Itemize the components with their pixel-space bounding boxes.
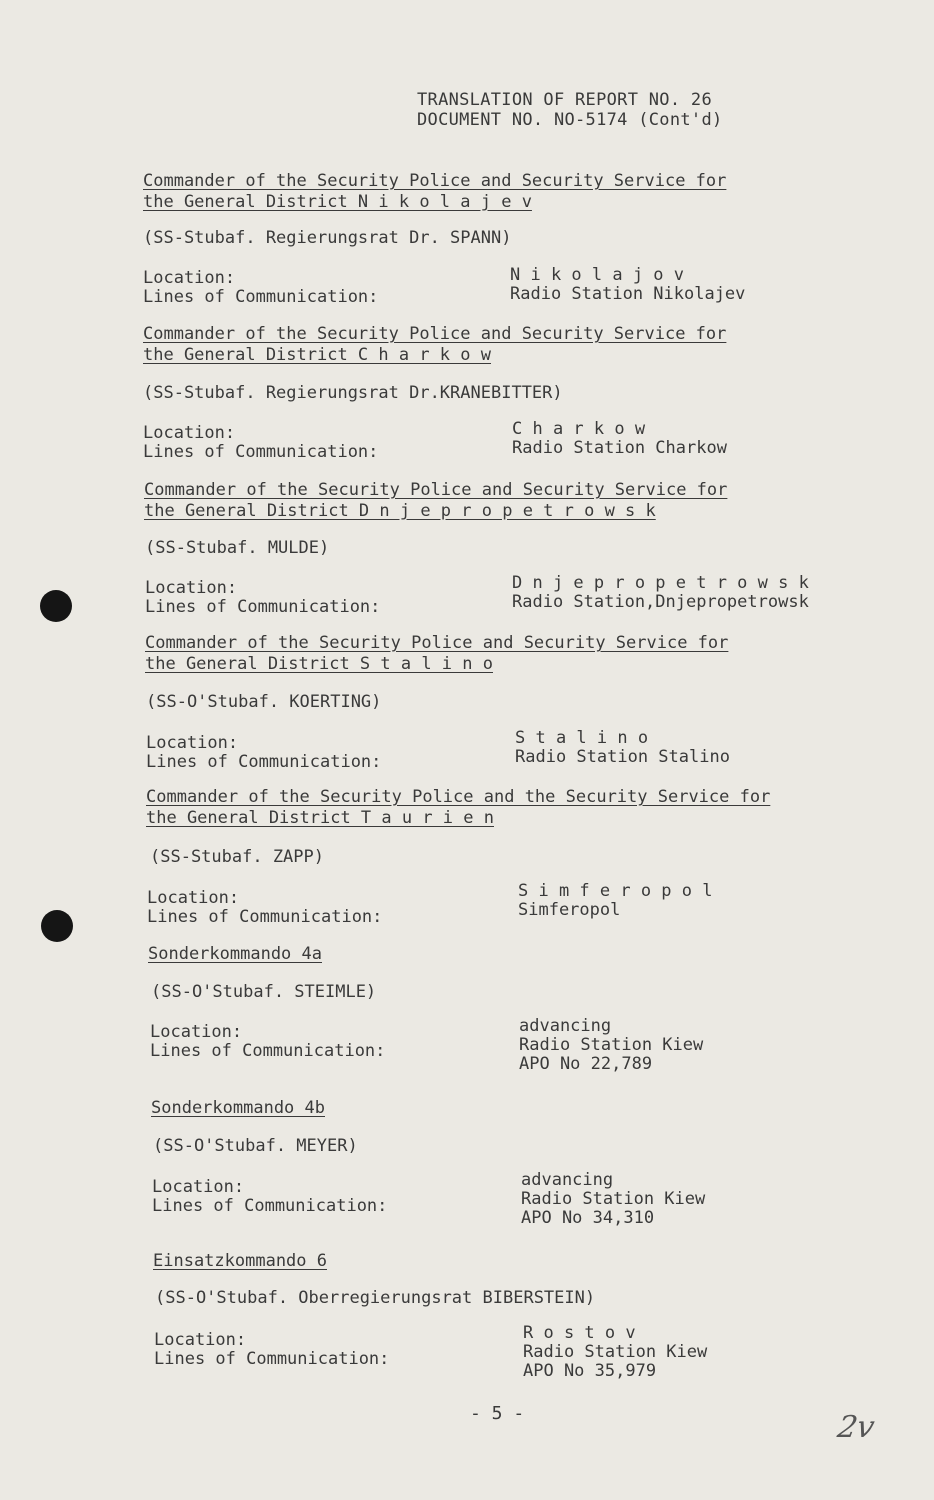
header-line-2: DOCUMENT NO. NO-5174 (Cont'd) [417, 110, 723, 130]
lines-label: Lines of Communication: [147, 907, 383, 927]
header-line-1: TRANSLATION OF REPORT NO. 26 [417, 90, 712, 110]
lines-value: Radio Station Charkow [512, 438, 727, 458]
location-label: Location: [146, 733, 239, 753]
section-title: Sonderkommando 4a [148, 944, 322, 964]
section-title-line-1: Commander of the Security Police and Security Service for [143, 171, 727, 191]
location-value: R o s t o v [523, 1323, 636, 1343]
location-value: C h a r k o w [512, 419, 646, 439]
apo-number: APO No 35,979 [523, 1361, 657, 1381]
lines-value: Radio Station Kiew [519, 1035, 704, 1055]
commander-name: (SS-Stubaf. Regierungsrat Dr.KRANEBITTER) [143, 383, 563, 403]
lines-label: Lines of Communication: [152, 1196, 388, 1216]
section-title-line-2: the General District C h a r k o w [143, 345, 491, 365]
section-title-line-2: the General District S t a l i n o [145, 654, 493, 674]
lines-value: Simferopol [518, 900, 621, 920]
lines-label: Lines of Communication: [154, 1349, 390, 1369]
punch-hole [41, 910, 73, 942]
commander-name: (SS-Stubaf. MULDE) [145, 538, 330, 558]
handwritten-initials: 2v [834, 1410, 878, 1445]
location-value: S t a l i n o [515, 728, 649, 748]
section-title-line-1: Commander of the Security Police and Security Service for [143, 324, 727, 344]
section-title-line-1: Commander of the Security Police and the Security Service for [146, 787, 771, 807]
lines-value: Radio Station Kiew [523, 1342, 708, 1362]
lines-value: Radio Station Kiew [521, 1189, 706, 1209]
location-label: Location: [150, 1022, 243, 1042]
lines-value: Radio Station,Dnjepropetrowsk [512, 592, 809, 612]
apo-number: APO No 22,789 [519, 1054, 653, 1074]
lines-value: Radio Station Stalino [515, 747, 730, 767]
page-number: - 5 - [470, 1403, 525, 1424]
section-title-line-2: the General District D n j e p r o p e t r o w s k [144, 501, 656, 521]
section-title [143, 171, 726, 213]
section-title-line-2: the General District N i k o l a j e v [143, 192, 532, 212]
section-title-line-2: the General District T a u r i e n [146, 808, 494, 828]
section-title: Einsatzkommando 6 [153, 1251, 327, 1271]
commander-name: (SS-Stubaf. ZAPP) [150, 847, 324, 867]
section-title [146, 787, 770, 829]
location-label: Location: [145, 578, 238, 598]
lines-label: Lines of Communication: [145, 597, 381, 617]
location-label: Location: [143, 268, 236, 288]
section-title [144, 480, 727, 522]
location-value: N i k o l a j o v [510, 265, 684, 285]
commander-name: (SS-O'Stubaf. KOERTING) [146, 692, 382, 712]
location-label: Location: [154, 1330, 247, 1350]
location-value: advancing [521, 1170, 614, 1190]
commander-name: (SS-O'Stubaf. MEYER) [153, 1136, 358, 1156]
location-value: S i m f e r o p o l [518, 881, 713, 901]
lines-value: Radio Station Nikolajev [510, 284, 746, 304]
lines-label: Lines of Communication: [143, 287, 379, 307]
section-title: Sonderkommando 4b [151, 1098, 325, 1118]
location-value: advancing [519, 1016, 612, 1036]
location-label: Location: [152, 1177, 245, 1197]
section-title [145, 633, 728, 675]
section-title [143, 324, 726, 366]
lines-label: Lines of Communication: [146, 752, 382, 772]
location-label: Location: [143, 423, 236, 443]
apo-number: APO No 34,310 [521, 1208, 655, 1228]
punch-hole [40, 590, 72, 622]
location-label: Location: [147, 888, 240, 908]
section-title-line-1: Commander of the Security Police and Security Service for [145, 633, 729, 653]
report-header [417, 90, 723, 130]
commander-name: (SS-O'Stubaf. Oberregierungsrat BIBERSTEIN) [155, 1288, 596, 1308]
lines-label: Lines of Communication: [143, 442, 379, 462]
commander-name: (SS-Stubaf. Regierungsrat Dr. SPANN) [143, 228, 512, 248]
commander-name: (SS-O'Stubaf. STEIMLE) [151, 982, 377, 1002]
section-title-line-1: Commander of the Security Police and Security Service for [144, 480, 728, 500]
location-value: D n j e p r o p e t r o w s k [512, 573, 809, 593]
lines-label: Lines of Communication: [150, 1041, 386, 1061]
